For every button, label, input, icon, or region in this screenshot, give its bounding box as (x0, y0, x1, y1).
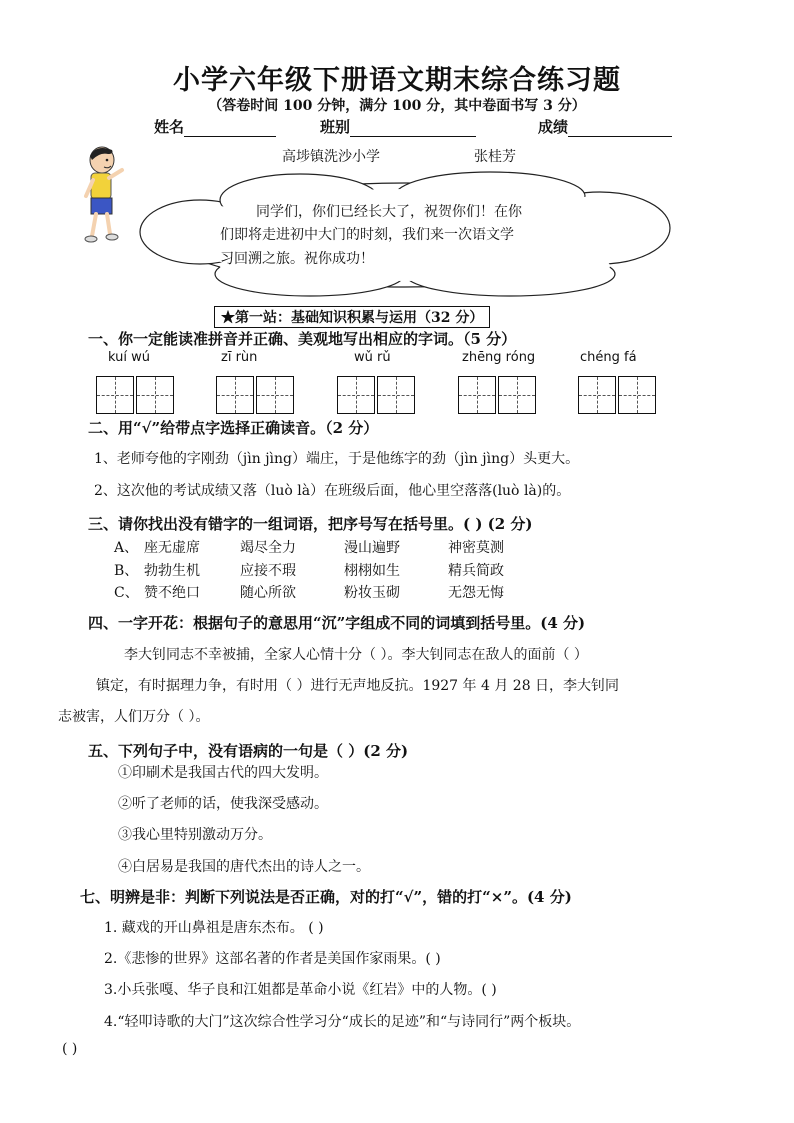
page-title: 小学六年级下册语文期末综合练习题 (173, 65, 621, 96)
q3-label-c: C、 (114, 585, 139, 601)
char-box[interactable] (136, 376, 174, 414)
q3-word: 勃勃生机 (144, 563, 200, 579)
pinyin-3: wǔ rǔ (354, 350, 391, 365)
cloud-line-3: 习回溯之旅。祝你成功！ (220, 251, 374, 267)
exam-subtitle: （答卷时间 100 分钟，满分 100 分，其中卷面书写 3 分） (208, 98, 586, 114)
name-label: 姓名 (154, 118, 185, 136)
q3-word: 竭尽全力 (240, 540, 296, 556)
q2-title: 二、用“√”给带点字选择正确读音。（2 分） (88, 419, 379, 437)
pinyin-1: kuí wú (108, 350, 150, 365)
score-blank[interactable] (568, 120, 672, 137)
class-field (320, 116, 476, 137)
q3-word: 应接不瑕 (240, 563, 296, 579)
q3-word: 神密莫测 (448, 540, 504, 556)
q3-word: 栩栩如生 (344, 563, 400, 579)
q2-item-1: 1、老师夸他的字刚劲（jìn jìng）端庄，于是他练字的劲（jìn jìng）头更大。 (94, 451, 580, 467)
char-box[interactable] (458, 376, 496, 414)
char-box[interactable] (256, 376, 294, 414)
score-label: 成绩 (538, 118, 569, 136)
q3-word: 座无虚席 (144, 540, 200, 556)
char-box[interactable] (216, 376, 254, 414)
score-field (538, 116, 672, 137)
boy-illustration (74, 140, 134, 252)
q3-word: 粉妆玉砌 (344, 585, 400, 601)
q2-item-2: 2、这次他的考试成绩又落（luò là）在班级后面，他心里空落落(luò là)的。 (94, 483, 571, 499)
q7-item-1: 1. 藏戏的开山鼻祖是唐东杰布。 ( ) (104, 920, 324, 936)
class-label: 班别 (320, 118, 351, 136)
q3-word: 精兵简政 (448, 563, 504, 579)
pinyin-4: zhēng róng (462, 350, 536, 365)
name-blank[interactable] (184, 120, 276, 137)
q5-item-1: ①印刷术是我国古代的四大发明。 (118, 765, 328, 781)
cloud-line-1: 同学们，你们已经长大了，祝贺你们！在你 (256, 204, 522, 220)
section-1-heading: ★第一站：基础知识积累与运用（32 分） (214, 306, 490, 328)
q7-item-4-bracket: ( ) (62, 1041, 78, 1057)
q4-line-3: 志被害，人们万分（ ）。 (58, 709, 210, 725)
q5-item-2: ②听了老师的话，使我深受感动。 (118, 796, 328, 812)
char-box[interactable] (618, 376, 656, 414)
q3-word: 无怨无悔 (448, 585, 504, 601)
q5-item-4: ④白居易是我国的唐代杰出的诗人之一。 (118, 859, 370, 875)
q5-item-3: ③我心里特别激动万分。 (118, 827, 272, 843)
q1-title: 一、你一定能读准拼音并正确、美观地写出相应的字词。（5 分） (88, 330, 517, 348)
q3-word: 随心所欲 (240, 585, 296, 601)
q3-word: 漫山遍野 (344, 540, 400, 556)
cloud-line-2: 们即将走进初中大门的时刻，我们来一次语文学 (220, 227, 514, 243)
char-box[interactable] (377, 376, 415, 414)
class-blank[interactable] (350, 120, 476, 137)
name-field (154, 116, 276, 137)
char-box[interactable] (337, 376, 375, 414)
char-box[interactable] (96, 376, 134, 414)
char-box[interactable] (578, 376, 616, 414)
pinyin-5: chéng fá (580, 350, 637, 365)
q7-item-4: 4.“轻叩诗歌的大门”这次综合性学习分“成长的足迹”和“与诗同行”两个板块。 (104, 1014, 581, 1030)
q3-label-b: B、 (114, 563, 139, 579)
q5-title: 五、下列句子中，没有语病的一句是（ ）(2 分) (88, 742, 409, 760)
q4-line-1: 李大钊同志不幸被捕，全家人心情十分（ ）。李大钊同志在敌人的面前（ ） (124, 647, 588, 663)
q3-label-a: A、 (114, 540, 139, 556)
q7-title: 七、明辨是非：判断下列说法是否正确，对的打“√”，错的打“×”。(4 分) (80, 888, 572, 906)
pinyin-2: zī rùn (221, 350, 258, 365)
q4-title: 四、一字开花：根据句子的意思用“沉”字组成不同的词填到括号里。(4 分) (88, 614, 586, 632)
q7-item-3: 3.小兵张嘎、华子良和江姐都是革命小说《红岩》中的人物。( ) (104, 982, 497, 998)
author-name: 张桂芳 (474, 149, 516, 165)
q4-line-2: 镇定，有时据理力争，有时用（ ）进行无声地反抗。1927 年 4 月 28 日，李大钊同 (96, 678, 620, 694)
school-name: 高埗镇洗沙小学 (282, 149, 380, 165)
q3-word: 赞不绝口 (144, 585, 200, 601)
char-box[interactable] (498, 376, 536, 414)
q3-title: 三、请你找出没有错字的一组词语，把序号写在括号里。( ) (2 分) (88, 515, 533, 533)
q7-item-2: 2.《悲惨的世界》这部名著的作者是美国作家雨果。( ) (104, 951, 441, 967)
